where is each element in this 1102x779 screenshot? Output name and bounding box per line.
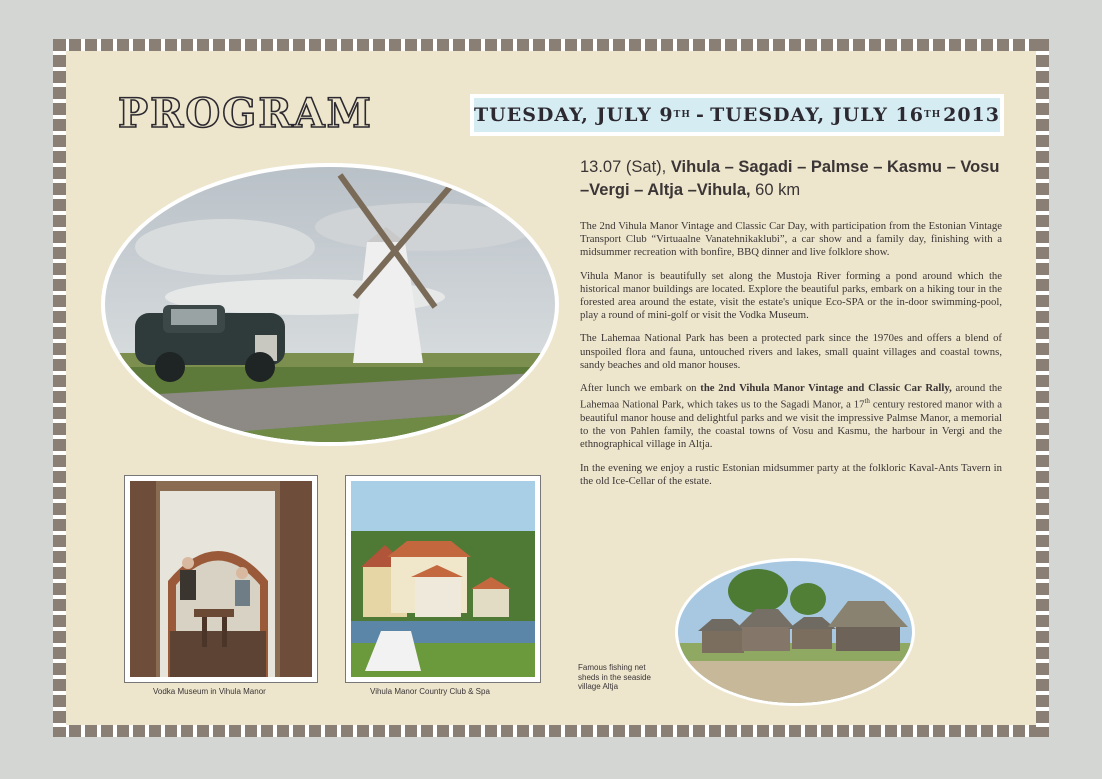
route-distance: 60 km (755, 181, 801, 199)
country-club-photo-frame (345, 475, 541, 683)
program-text (580, 220, 1002, 498)
route-heading (580, 156, 1010, 202)
caption-vodka-museum: Vodka Museum in Vihula Manor (153, 687, 266, 696)
windmill-car-photo (101, 163, 559, 446)
paragraph-car-day: The 2nd Vihula Manor Vintage and Classic Car Day, with participation from the Estonian Vintage Transport Club “Virtuaalne Vanatehnikaklubi”, a car show and a family day, finishing with a midsummer recreation with bonfire, BBQ dinner and live folklore show. (580, 220, 1002, 259)
rally-text-c: century restored manor with a beautiful manor house and delightful parks and we visit the impressive Palmse Manor, a memorial to the von Pahlen family, the coastal towns of Vosu and Kasmu, the harbour in Vergi and the ethnographical village in Altja. (580, 398, 1003, 451)
page-title: PROGRAM (118, 90, 373, 137)
date-year: 2013 (943, 104, 1000, 126)
paragraph-evening: In the evening we enjoy a rustic Estonian midsummer party at the folkloric Kaval-Ants Tavern in the old Ice-Cellar of the estate. (580, 461, 1002, 487)
paragraph-vihula-manor: Vihula Manor is beautifully set along the Mustoja River forming a pond around which the historical manor buildings are located. Explore the beautiful parks, embark on a hiking tour in the forested area around the estate, visit the estate's unique Eco-SPA or the in-door swimming-pool, play a round of mini-golf or visit the Vodka Museum. (580, 269, 1002, 322)
rally-text-b: around the Lahemaa National Park, which takes us to the Sagadi Manor, a 17 (580, 382, 1003, 411)
net-sheds-image (678, 561, 912, 703)
country-club-image (351, 481, 535, 677)
rally-text-bold: the 2nd Vihula Manor Vintage and Classic Car Rally, (700, 382, 952, 395)
date-start: TUESDAY, JULY 9 (474, 104, 674, 126)
net-sheds-photo (675, 558, 915, 706)
caption-country-club: Vihula Manor Country Club & Spa (370, 687, 490, 696)
route-date: 13.07 (580, 158, 622, 176)
caption-fishing-sheds: Famous fishing net sheds in the seaside village Altja (578, 663, 651, 691)
date-banner (470, 94, 1004, 136)
date-separator: - (696, 104, 705, 126)
date-start-suffix: TH (673, 110, 691, 120)
date-end-suffix: TH (924, 110, 942, 120)
paragraph-rally (580, 382, 1002, 452)
vodka-museum-photo-frame (124, 475, 318, 683)
date-end: TUESDAY, JULY 16 (710, 104, 924, 126)
route-stops: Vihula – Sagadi – Palmse – Kasmu – Vosu –Vergi – Altja –Vihula, (580, 158, 1000, 199)
route-day: (Sat), (625, 158, 667, 176)
paragraph-lahemaa: The Lahemaa National Park has been a protected park since the 1970es and offers a blend of unspoiled flora and fauna, untouched rivers and lakes, small quaint villages and coastal towns, sandy beaches and old manor houses. (580, 332, 1002, 371)
vodka-museum-image (130, 481, 312, 677)
date-banner-inner (474, 98, 1000, 132)
rally-text-a: After lunch we embark on (580, 382, 697, 395)
rally-text-sup: th (864, 397, 870, 406)
windmill-car-image (105, 167, 555, 442)
